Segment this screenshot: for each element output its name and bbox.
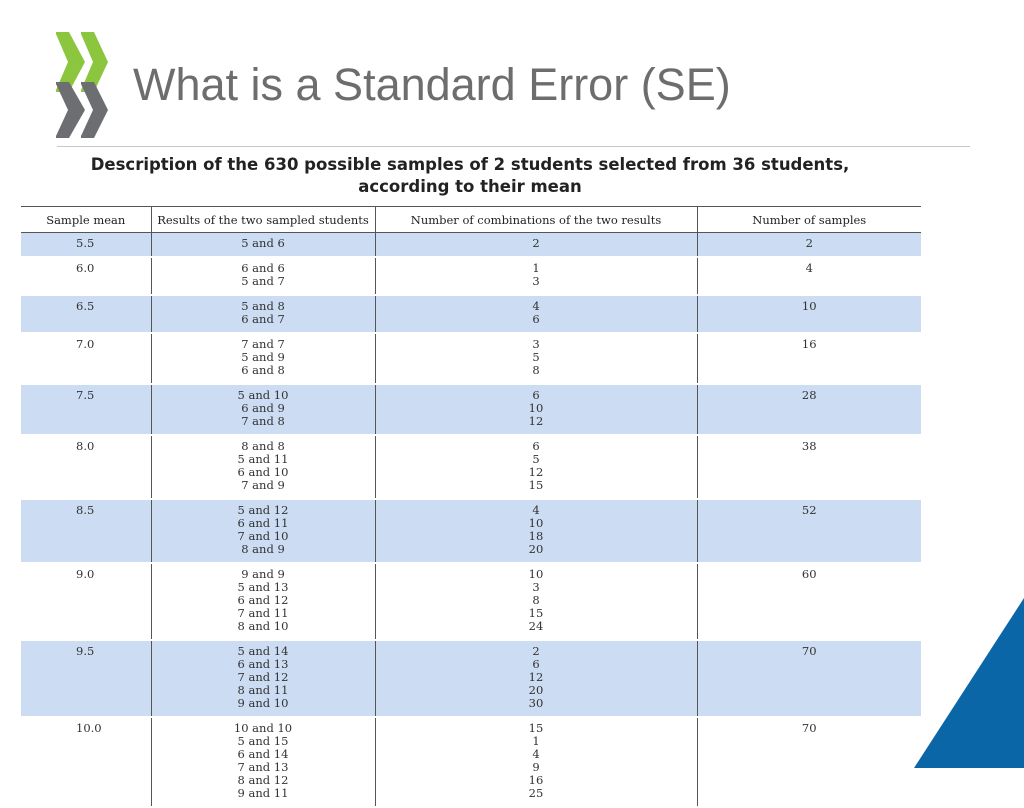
combination-count: 5 bbox=[532, 452, 540, 466]
cell-combinations bbox=[375, 295, 697, 333]
slide-title: What is a Standard Error (SE) bbox=[133, 59, 731, 110]
combination-count: 24 bbox=[528, 619, 544, 633]
table-title-line-2: according to their mean bbox=[358, 177, 582, 196]
result-pair: 5 and 8 bbox=[241, 299, 285, 313]
cell-combinations bbox=[375, 717, 697, 807]
table-row bbox=[21, 295, 921, 333]
corner-decoration bbox=[914, 598, 1024, 768]
cell-combinations bbox=[375, 499, 697, 563]
cell-sample-mean: 9.0 bbox=[76, 567, 95, 581]
result-pair: 7 and 11 bbox=[237, 606, 289, 620]
cell-results bbox=[151, 295, 375, 333]
cell-sample-mean: 9.5 bbox=[21, 640, 151, 717]
table-title-line-1: Description of the 630 possible samples of 2 students selected from 36 students, bbox=[90, 155, 850, 174]
table-row bbox=[21, 717, 921, 807]
cell-sample-mean: 10.0 bbox=[76, 721, 102, 735]
cell-results bbox=[151, 435, 375, 499]
combination-count: 6 bbox=[532, 388, 540, 402]
combination-count: 10 bbox=[528, 567, 544, 581]
combination-count: 8 bbox=[532, 593, 540, 607]
result-pair: 5 and 15 bbox=[237, 734, 289, 748]
result-pair: 5 and 12 bbox=[237, 503, 289, 517]
table-row bbox=[21, 435, 921, 499]
cell-sample-mean: 8.0 bbox=[76, 439, 95, 453]
cell-combinations bbox=[375, 257, 697, 295]
cell-results bbox=[151, 233, 375, 258]
combination-count: 20 bbox=[528, 542, 544, 556]
table-header-row bbox=[21, 207, 921, 233]
result-pair: 5 and 11 bbox=[237, 452, 289, 466]
result-pair: 5 and 10 bbox=[237, 388, 289, 402]
header-combinations: Number of combinations of the two results bbox=[375, 207, 697, 233]
cell-results bbox=[151, 640, 375, 717]
samples-table bbox=[21, 206, 921, 808]
combination-count: 6 bbox=[532, 439, 540, 453]
combination-count: 15 bbox=[528, 478, 544, 492]
logo-chevron-bottom-right bbox=[81, 82, 108, 138]
result-pair: 6 and 11 bbox=[237, 516, 289, 530]
cell-sample-mean: 8.5 bbox=[21, 499, 151, 563]
combination-count: 3 bbox=[532, 274, 540, 288]
result-pair: 6 and 7 bbox=[241, 312, 285, 326]
table-title bbox=[60, 154, 880, 198]
combination-count: 4 bbox=[532, 299, 540, 313]
combination-count: 2 bbox=[532, 236, 540, 250]
combination-count: 2 bbox=[532, 644, 540, 658]
cell-combinations bbox=[375, 640, 697, 717]
combination-count: 15 bbox=[528, 606, 544, 620]
combination-count: 20 bbox=[528, 683, 544, 697]
result-pair: 7 and 7 bbox=[241, 337, 285, 351]
result-pair: 5 and 6 bbox=[241, 236, 285, 250]
combination-count: 12 bbox=[528, 465, 544, 479]
result-pair: 6 and 9 bbox=[241, 401, 285, 415]
table-row bbox=[21, 384, 921, 435]
result-pair: 8 and 8 bbox=[241, 439, 285, 453]
cell-number-of-samples: 60 bbox=[697, 563, 921, 640]
result-pair: 5 and 14 bbox=[237, 644, 289, 658]
cell-combinations bbox=[375, 233, 697, 258]
combination-count: 3 bbox=[532, 337, 540, 351]
cell-number-of-samples: 16 bbox=[697, 333, 921, 384]
cell-results bbox=[151, 499, 375, 563]
result-pair: 6 and 13 bbox=[237, 657, 289, 671]
result-pair: 7 and 10 bbox=[237, 529, 289, 543]
combination-count: 6 bbox=[532, 657, 540, 671]
combination-count: 25 bbox=[528, 786, 544, 800]
combination-count: 4 bbox=[532, 503, 540, 517]
result-pair: 7 and 8 bbox=[241, 414, 285, 428]
combination-count: 12 bbox=[528, 670, 544, 684]
table-row bbox=[21, 640, 921, 717]
cell-combinations bbox=[375, 384, 697, 435]
combination-count: 15 bbox=[528, 721, 544, 735]
cell-sample-mean: 5.5 bbox=[21, 233, 151, 258]
cell-results bbox=[151, 717, 375, 807]
result-pair: 7 and 9 bbox=[241, 478, 285, 492]
result-pair: 6 and 14 bbox=[237, 747, 289, 761]
combination-count: 16 bbox=[528, 773, 544, 787]
combination-count: 10 bbox=[528, 516, 544, 530]
cell-number-of-samples: 2 bbox=[697, 233, 921, 258]
result-pair: 6 and 6 bbox=[241, 261, 285, 275]
title-divider bbox=[57, 146, 970, 147]
result-pair: 5 and 9 bbox=[241, 350, 285, 364]
result-pair: 6 and 10 bbox=[237, 465, 289, 479]
combination-count: 3 bbox=[532, 580, 540, 594]
result-pair: 8 and 10 bbox=[237, 619, 289, 633]
result-pair: 5 and 7 bbox=[241, 274, 285, 288]
combination-count: 1 bbox=[532, 261, 540, 275]
cell-sample-mean: 6.5 bbox=[21, 295, 151, 333]
result-pair: 5 and 13 bbox=[237, 580, 289, 594]
cell-sample-mean: 6.0 bbox=[76, 261, 95, 275]
result-pair: 9 and 9 bbox=[241, 567, 285, 581]
cell-number-of-samples: 52 bbox=[697, 499, 921, 563]
combination-count: 10 bbox=[528, 401, 544, 415]
result-pair: 8 and 11 bbox=[237, 683, 289, 697]
result-pair: 9 and 10 bbox=[237, 696, 289, 710]
combination-count: 8 bbox=[532, 363, 540, 377]
result-pair: 8 and 12 bbox=[237, 773, 289, 787]
cell-combinations bbox=[375, 435, 697, 499]
combination-count: 18 bbox=[528, 529, 544, 543]
header-results: Results of the two sampled students bbox=[151, 207, 375, 233]
cell-results bbox=[151, 563, 375, 640]
header-number-of-samples: Number of samples bbox=[697, 207, 921, 233]
cell-number-of-samples: 70 bbox=[697, 717, 921, 807]
result-pair: 7 and 13 bbox=[237, 760, 289, 774]
combination-count: 1 bbox=[532, 734, 540, 748]
result-pair: 7 and 12 bbox=[237, 670, 289, 684]
table-row bbox=[21, 233, 921, 258]
table-row bbox=[21, 333, 921, 384]
result-pair: 10 and 10 bbox=[233, 721, 293, 735]
combination-count: 6 bbox=[532, 312, 540, 326]
combination-count: 5 bbox=[532, 350, 540, 364]
combination-count: 12 bbox=[528, 414, 544, 428]
combination-count: 9 bbox=[532, 760, 540, 774]
cell-results bbox=[151, 333, 375, 384]
cell-number-of-samples: 10 bbox=[697, 295, 921, 333]
combination-count: 4 bbox=[532, 747, 540, 761]
cell-combinations bbox=[375, 563, 697, 640]
result-pair: 8 and 9 bbox=[241, 542, 285, 556]
header-sample-mean: Sample mean bbox=[21, 207, 151, 233]
logo-chevron-bottom-left bbox=[56, 82, 85, 138]
cell-results bbox=[151, 384, 375, 435]
cell-number-of-samples: 70 bbox=[697, 640, 921, 717]
cell-sample-mean: 7.0 bbox=[76, 337, 95, 351]
table-row bbox=[21, 499, 921, 563]
cell-combinations bbox=[375, 333, 697, 384]
cell-sample-mean: 7.5 bbox=[21, 384, 151, 435]
cell-results bbox=[151, 257, 375, 295]
cell-number-of-samples: 28 bbox=[697, 384, 921, 435]
table-row bbox=[21, 257, 921, 295]
result-pair: 6 and 12 bbox=[237, 593, 289, 607]
table-row bbox=[21, 563, 921, 640]
corner-blue-triangle bbox=[914, 598, 1024, 768]
result-pair: 6 and 8 bbox=[241, 363, 285, 377]
cell-number-of-samples: 4 bbox=[697, 257, 921, 295]
table-body bbox=[21, 233, 921, 808]
result-pair: 9 and 11 bbox=[237, 786, 289, 800]
combination-count: 30 bbox=[528, 696, 544, 710]
cell-number-of-samples: 38 bbox=[697, 435, 921, 499]
oecd-chevron-logo bbox=[54, 32, 110, 140]
